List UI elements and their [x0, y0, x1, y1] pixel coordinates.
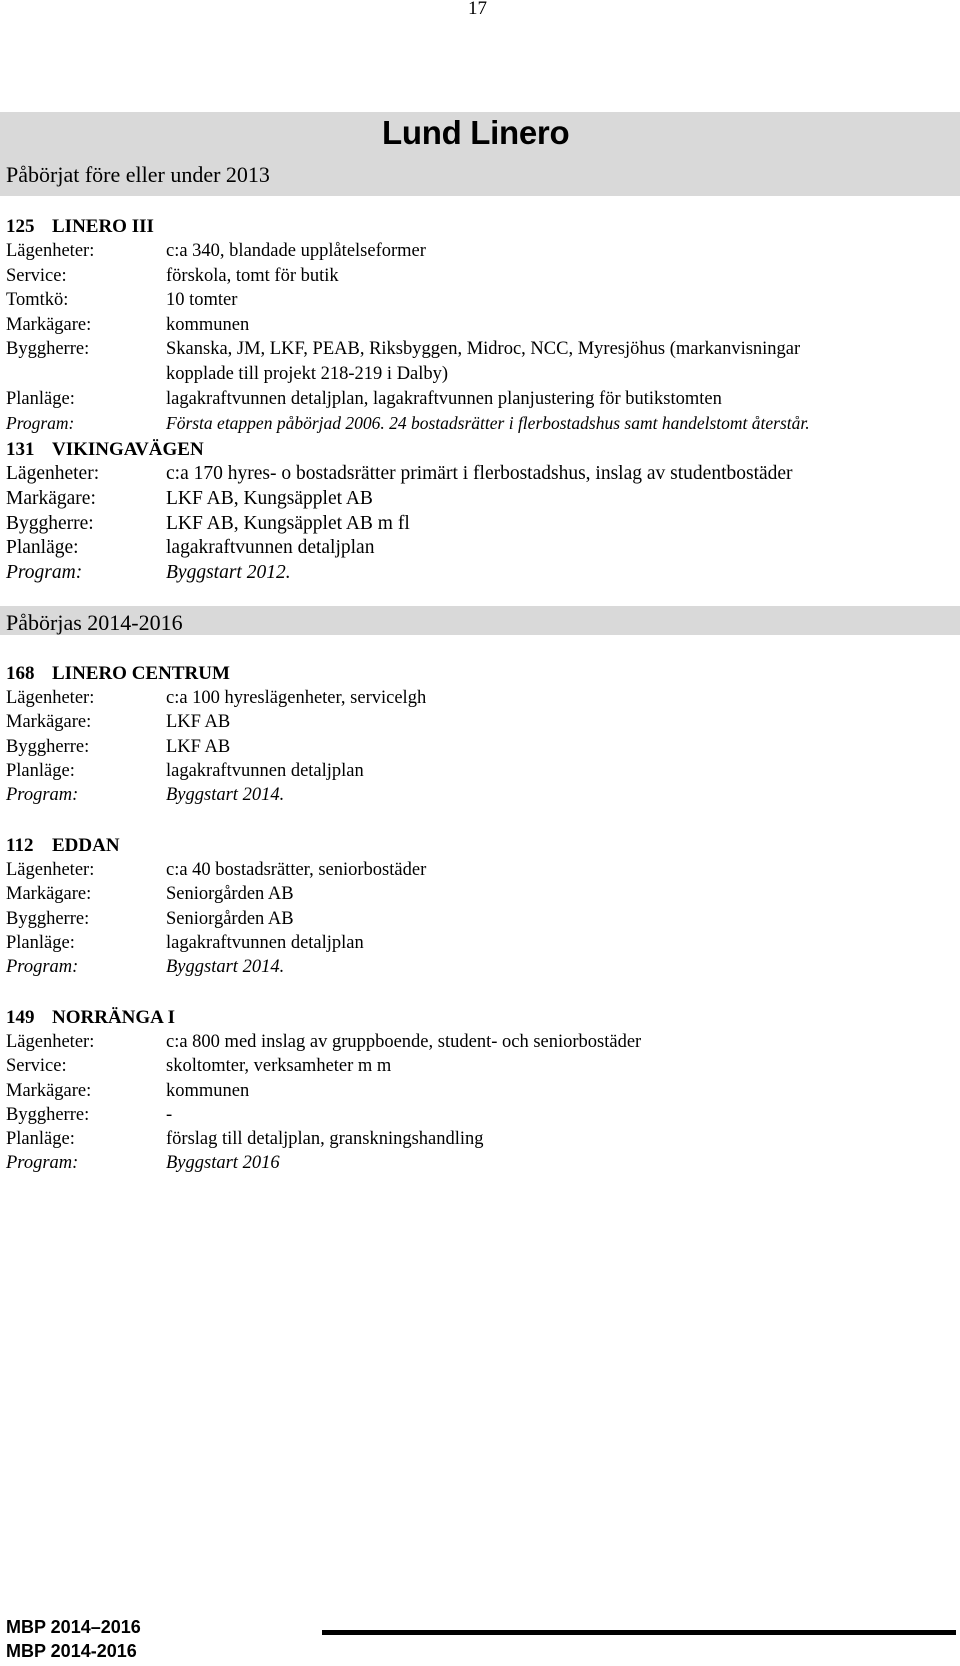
field-value: skoltomter, verksamheter m m: [166, 1056, 392, 1077]
project-131: [6, 438, 956, 586]
project-title: [6, 215, 956, 239]
project-149: [6, 1006, 956, 1176]
field-label: Byggherre:: [6, 908, 90, 929]
field-label: Byggherre:: [6, 1104, 90, 1125]
field-label: Program:: [6, 785, 79, 806]
project-title: [6, 438, 956, 462]
field-label: Lägenheter:: [6, 1032, 95, 1052]
field-value: 10 tomter: [166, 290, 238, 311]
field-row: [6, 882, 956, 906]
field-row: [6, 512, 956, 537]
field-value: c:a 800 med inslag av gruppboende, student- och seniorbostäder: [166, 1032, 642, 1052]
field-value: -: [166, 1104, 173, 1125]
field-row: [6, 858, 956, 882]
project-name: LINERO III: [52, 216, 154, 237]
field-row: [6, 710, 956, 734]
field-row: [6, 1103, 956, 1127]
field-value: kommunen: [166, 1080, 250, 1101]
field-label: Program:: [6, 562, 83, 584]
field-label: Lägenheter:: [6, 688, 95, 708]
field-value: kopplade till projekt 218-219 i Dalby): [166, 363, 449, 384]
field-row: [6, 907, 956, 931]
field-label: Markägare:: [6, 314, 92, 335]
field-row: [6, 313, 956, 338]
field-row: [6, 759, 956, 783]
field-label: Markägare:: [6, 1080, 92, 1101]
field-label: Planläge:: [6, 388, 75, 409]
field-value: lagakraftvunnen detaljplan: [166, 760, 364, 781]
field-label: Program:: [6, 1153, 79, 1174]
field-label: Tomtkö:: [6, 290, 69, 311]
field-label: Planläge:: [6, 932, 75, 953]
project-title: [6, 834, 956, 858]
field-value: Byggstart 2012.: [166, 562, 291, 584]
field-value: LKF AB: [166, 712, 231, 733]
field-value: Byggstart 2014.: [166, 785, 285, 806]
field-label: Lägenheter:: [6, 241, 95, 261]
project-125: [6, 215, 956, 436]
field-row: [6, 462, 956, 487]
field-value: förskola, tomt för butik: [166, 265, 339, 286]
field-row: [6, 362, 956, 387]
field-value: kommunen: [166, 314, 250, 335]
project-name: NORRÄNGA I: [52, 1007, 175, 1028]
field-label: Program:: [6, 957, 79, 978]
field-row: [6, 735, 956, 759]
field-value: c:a 170 hyres- o bostadsrätter primärt i flerbostadshus, inslag av studentbostäder: [166, 463, 793, 484]
project-title: [6, 662, 956, 686]
project-number: 131: [6, 439, 35, 460]
field-row: [6, 264, 956, 289]
field-label: Markägare:: [6, 884, 92, 905]
field-value: Byggstart 2016: [166, 1153, 280, 1174]
field-label: Byggherre:: [6, 512, 94, 534]
field-label: Service:: [6, 1056, 67, 1077]
field-value: c:a 100 hyreslägenheter, servicelgh: [166, 688, 427, 708]
field-label: Byggherre:: [6, 339, 90, 360]
field-label: Planläge:: [6, 1129, 75, 1150]
project-number: 125: [6, 216, 35, 237]
project-number: 149: [6, 1007, 35, 1028]
field-row: [6, 487, 956, 512]
field-row-program: [6, 411, 956, 436]
field-row: [6, 1054, 956, 1078]
field-row: [6, 239, 956, 264]
field-value: lagakraftvunnen detaljplan: [166, 537, 375, 559]
field-row-program: [6, 1151, 956, 1175]
page-title: Lund Linero: [382, 114, 570, 151]
field-row-program: [6, 783, 956, 807]
field-label: Lägenheter:: [6, 860, 95, 880]
project-112: [6, 834, 956, 979]
field-value: Seniorgården AB: [166, 908, 294, 929]
field-row: [6, 1079, 956, 1103]
footer-rule: [322, 1630, 956, 1635]
field-value: Skanska, JM, LKF, PEAB, Riksbyggen, Midroc, NCC, Myresjöhus (markanvisningar: [166, 339, 801, 360]
field-label: Markägare:: [6, 712, 92, 733]
field-row: [6, 337, 956, 362]
project-name: LINERO CENTRUM: [52, 663, 230, 684]
field-row: [6, 288, 956, 313]
field-row: [6, 1127, 956, 1151]
footer-label-secondary: MBP 2014-2016: [6, 1641, 137, 1661]
project-title: [6, 1006, 956, 1030]
field-label: Service:: [6, 265, 67, 286]
field-value: c:a 340, blandade upplåtelseformer: [166, 241, 426, 261]
field-row-program: [6, 955, 956, 979]
section-heading-started: Påbörjat före eller under 2013: [6, 162, 270, 187]
field-value: lagakraftvunnen detaljplan, lagakraftvunnen planjustering för butikstomten: [166, 388, 722, 409]
field-label: Lägenheter:: [6, 463, 100, 484]
field-value: lagakraftvunnen detaljplan: [166, 932, 364, 953]
field-label: [6, 362, 166, 387]
field-row: [6, 686, 956, 710]
project-168: [6, 662, 956, 807]
field-value: Byggstart 2014.: [166, 957, 285, 978]
field-value: LKF AB, Kungsäpplet AB m fl: [166, 512, 410, 534]
field-row: [6, 1030, 956, 1054]
field-value: Seniorgården AB: [166, 884, 294, 905]
field-label: Markägare:: [6, 487, 96, 509]
field-row-program: [6, 561, 956, 586]
page-number: 17: [468, 0, 487, 19]
footer-label: MBP 2014–2016: [6, 1617, 141, 1637]
field-value: LKF AB: [166, 736, 231, 757]
field-row: [6, 931, 956, 955]
section-heading-upcoming: Påbörjas 2014-2016: [6, 610, 183, 635]
field-label: Planläge:: [6, 537, 79, 559]
field-label: Byggherre:: [6, 736, 90, 757]
field-label: Program:: [6, 413, 75, 434]
field-value: LKF AB, Kungsäpplet AB: [166, 487, 373, 509]
project-name: EDDAN: [52, 835, 120, 856]
project-number: 112: [6, 835, 34, 856]
field-value: c:a 40 bostadsrätter, seniorbostäder: [166, 860, 427, 880]
field-label: Planläge:: [6, 760, 75, 781]
field-row: [6, 387, 956, 412]
project-name: VIKINGAVÄGEN: [52, 439, 204, 460]
project-number: 168: [6, 663, 35, 684]
field-value: förslag till detaljplan, granskningshandling: [166, 1129, 484, 1150]
field-value: Första etappen påbörjad 2006. 24 bostadsrätter i flerbostadshus samt handelstomt återstår.: [166, 413, 810, 434]
field-row: [6, 536, 956, 561]
